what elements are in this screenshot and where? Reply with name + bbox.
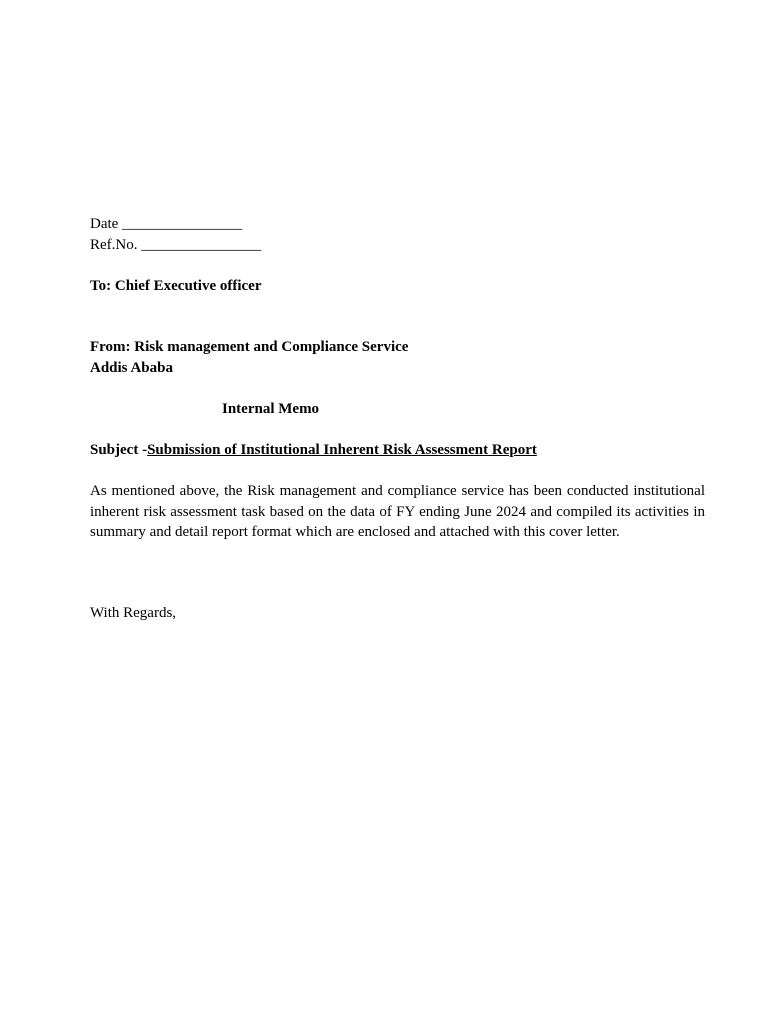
to-line: To: Chief Executive officer [90,278,262,294]
subject-text: Submission of Institutional Inherent Risk Assessment Report [147,442,537,458]
subject-prefix: Subject - [90,442,148,458]
memo-body: As mentioned above, the Risk management and compliance service has been conducted institutional inherent risk assessment task based on the data of FY ending June 2024 and compiled its activities in summary and detail report format which are enclosed and attached with this cover letter. [90,483,705,541]
date-blank: ________________ [122,216,243,232]
ref-blank: ________________ [141,237,262,253]
ref-line [90,235,261,255]
date-line [90,214,242,234]
subject-line [90,440,537,460]
location-line: Addis Ababa [90,360,173,376]
memo-title: Internal Memo [222,401,320,417]
from-line: From: Risk management and Compliance Service [90,339,409,355]
ref-label: Ref.No. [90,237,138,253]
closing-line: With Regards, [90,605,177,621]
date-label: Date [90,216,119,232]
